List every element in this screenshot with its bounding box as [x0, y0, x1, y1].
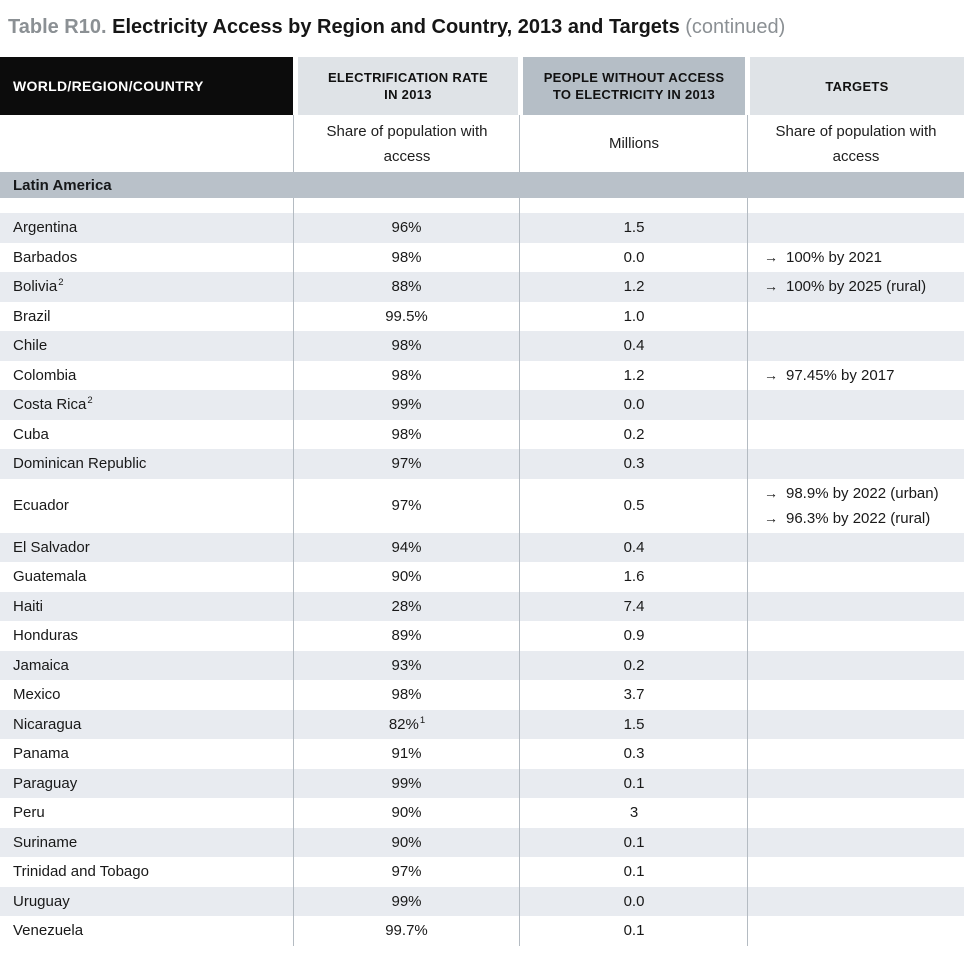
targets-cell: [748, 887, 964, 917]
electrification-rate-value: 90%: [391, 568, 422, 586]
electrification-rate-value: 97%: [391, 497, 422, 514]
electrification-rate-cell: [294, 213, 520, 243]
people-without-access-cell: [520, 479, 748, 533]
rate-wrap: [391, 367, 422, 384]
country-cell: [0, 213, 294, 243]
country-name: El Salvador: [13, 538, 90, 556]
targets-cell: [748, 562, 964, 592]
table-row: [0, 739, 964, 769]
country-name-wrap: [13, 863, 150, 880]
table-row: [0, 857, 964, 887]
country-name-wrap: [13, 775, 78, 792]
electrification-rate-cell: [294, 449, 520, 479]
country-name: Uruguay: [13, 892, 70, 910]
country-cell: [0, 302, 294, 332]
rate-wrap: [391, 278, 422, 295]
country-cell: [0, 621, 294, 651]
electrification-rate-cell: [294, 798, 520, 828]
target-line: [748, 245, 964, 270]
country-name: Chile: [13, 337, 48, 355]
table-rows: [0, 213, 964, 946]
electrification-rate-cell: [294, 651, 520, 681]
rate-wrap: [391, 893, 422, 910]
table-number: Table R10.: [8, 16, 107, 38]
target-text: 98.9% by 2022 (urban): [786, 484, 939, 502]
country-name: Trinidad and Tobago: [13, 863, 149, 881]
country-cell: [0, 916, 294, 946]
country-cell: [0, 739, 294, 769]
country-name-wrap: [13, 568, 87, 585]
country-name-wrap: [13, 657, 70, 674]
table-row: [0, 390, 964, 420]
electrification-rate-cell: [294, 420, 520, 450]
country-name-wrap: [13, 308, 52, 325]
table-row: [0, 798, 964, 828]
targets-cell: [748, 479, 964, 533]
people-without-access-value: 1.5: [623, 715, 645, 733]
country-name: Haiti: [13, 597, 44, 615]
electrification-rate-value: 99%: [391, 892, 422, 910]
target-text: 96.3% by 2022 (rural): [786, 509, 931, 527]
target-text: 100% by 2025 (rural): [786, 278, 927, 296]
targets-cell: [748, 390, 964, 420]
target-line: [748, 481, 964, 506]
electrification-rate-cell: [294, 887, 520, 917]
country-cell: [0, 533, 294, 563]
people-without-access-cell: [520, 361, 748, 391]
electrification-rate-value: 99.7%: [385, 922, 428, 940]
table-row: [0, 651, 964, 681]
electrification-rate-value: 96%: [391, 219, 422, 237]
table-row: [0, 916, 964, 946]
table-title-continued: (continued): [685, 16, 786, 38]
header-label: WORLD/REGION/COUNTRY: [13, 77, 204, 94]
rate-wrap: [391, 863, 422, 880]
targets-cell: [748, 361, 964, 391]
people-without-access-value: 3.7: [623, 686, 645, 704]
subheader-label: Millions: [608, 135, 659, 152]
rate-wrap: [391, 249, 422, 266]
people-without-access-cell: [520, 302, 748, 332]
electrification-rate-cell: [294, 592, 520, 622]
country-cell: [0, 710, 294, 740]
country-name-wrap: [13, 249, 78, 266]
electrification-rate-value: 98%: [391, 366, 422, 384]
rate-wrap: [391, 219, 422, 236]
country-name: Suriname: [13, 833, 78, 851]
country-cell: [0, 272, 294, 302]
subheader-label: Share of population with access: [326, 122, 488, 165]
country-name-wrap: [13, 455, 147, 472]
electrification-rate-cell: [294, 533, 520, 563]
country-cell: [0, 479, 294, 533]
country-name: Paraguay: [13, 774, 78, 792]
targets-cell: [748, 916, 964, 946]
people-without-access-value: 0.0: [623, 892, 645, 910]
country-name: Colombia: [13, 366, 77, 384]
targets-cell: [748, 651, 964, 681]
electrification-rate-cell: [294, 857, 520, 887]
country-name: Venezuela: [13, 922, 84, 940]
column-divider: [519, 115, 520, 946]
people-without-access-cell: [520, 390, 748, 420]
people-without-access-cell: [520, 651, 748, 681]
people-without-access-value: 0.1: [623, 774, 645, 792]
section-label: Latin America: [13, 176, 112, 194]
country-name: Peru: [13, 804, 45, 822]
country-name-wrap: [13, 893, 71, 910]
electrification-rate-cell: [294, 680, 520, 710]
table-row: [0, 592, 964, 622]
arrow-right-icon: →: [764, 484, 778, 501]
arrow-right-icon: →: [764, 366, 778, 383]
country-name: Honduras: [13, 627, 79, 645]
table-row: [0, 621, 964, 651]
people-without-access-cell: [520, 621, 748, 651]
rate-wrap: [391, 568, 422, 585]
table-row: [0, 272, 964, 302]
country-name: Guatemala: [13, 568, 87, 586]
electrification-rate-cell: [294, 331, 520, 361]
rate-wrap: [391, 627, 422, 644]
people-without-access-cell: [520, 592, 748, 622]
country-name: Mexico: [13, 686, 61, 704]
country-cell: [0, 420, 294, 450]
electrification-rate-value: 97%: [391, 863, 422, 881]
people-without-access-value: 0.2: [623, 425, 645, 443]
people-without-access-value: 1.2: [623, 366, 645, 384]
electrification-rate-cell: [294, 302, 520, 332]
people-without-access-value: 0.0: [623, 396, 645, 414]
targets-cell: [748, 272, 964, 302]
table-row: [0, 331, 964, 361]
people-without-access-cell: [520, 739, 748, 769]
table-row: [0, 562, 964, 592]
target-line: [748, 363, 964, 388]
people-without-access-value: 0.0: [623, 248, 645, 266]
country-name-wrap: [13, 337, 48, 354]
rate-wrap: [391, 337, 422, 354]
people-without-access-cell: [520, 887, 748, 917]
country-cell: [0, 243, 294, 273]
electrification-rate-cell: [294, 272, 520, 302]
electrification-rate-value: 98%: [391, 337, 422, 355]
targets-cell: [748, 592, 964, 622]
rate-wrap: [391, 834, 422, 851]
country-cell: [0, 331, 294, 361]
electrification-rate-value: 28%: [391, 597, 422, 615]
people-without-access-cell: [520, 243, 748, 273]
country-name: Dominican Republic: [13, 455, 147, 473]
table-row: [0, 420, 964, 450]
subheader-millions-units: [520, 115, 748, 172]
people-without-access-value: 3: [629, 804, 639, 822]
electrification-rate-cell: [294, 710, 520, 740]
subheader-rate-units: [294, 115, 520, 172]
rate-wrap: [391, 686, 422, 703]
country-name-wrap: [13, 219, 78, 236]
country-name-wrap: [13, 396, 93, 413]
table-row: [0, 243, 964, 273]
targets-cell: [748, 769, 964, 799]
country-name-wrap: [13, 745, 70, 762]
electrification-rate-value: 93%: [391, 656, 422, 674]
country-name-wrap: [13, 804, 46, 821]
table-row: [0, 828, 964, 858]
people-without-access-value: 0.1: [623, 833, 645, 851]
country-cell: [0, 562, 294, 592]
people-without-access-value: 0.4: [623, 337, 645, 355]
targets-cell: [748, 621, 964, 651]
table-row: [0, 533, 964, 563]
country-cell: [0, 887, 294, 917]
people-without-access-cell: [520, 272, 748, 302]
rate-wrap: [391, 657, 422, 674]
electrification-rate-value: 98%: [391, 425, 422, 443]
arrow-right-icon: →: [764, 278, 778, 295]
rate-wrap: [391, 396, 422, 413]
people-without-access-cell: [520, 562, 748, 592]
people-without-access-cell: [520, 533, 748, 563]
country-cell: [0, 769, 294, 799]
people-without-access-cell: [520, 769, 748, 799]
country-cell: [0, 828, 294, 858]
people-without-access-value: 1.2: [623, 278, 645, 296]
country-footnote: 2: [58, 277, 64, 289]
people-without-access-cell: [520, 828, 748, 858]
table-row: [0, 710, 964, 740]
electrification-rate-cell: [294, 562, 520, 592]
electrification-rate-value: 89%: [391, 627, 422, 645]
electrification-rate-value: 99%: [391, 774, 422, 792]
targets-cell: [748, 213, 964, 243]
electrification-rate-value: 88%: [391, 278, 422, 296]
targets-cell: [748, 420, 964, 450]
target-text: 100% by 2021: [786, 248, 882, 266]
table-header-row: [0, 57, 964, 115]
electrification-rate-value: 90%: [391, 833, 422, 851]
country-name: Brazil: [13, 307, 51, 325]
country-name: Panama: [13, 745, 69, 763]
table-row: [0, 479, 964, 533]
electrification-rate-value: 90%: [391, 804, 422, 822]
country-name-wrap: [13, 834, 78, 851]
people-without-access-cell: [520, 798, 748, 828]
rate-wrap: [391, 426, 422, 443]
rate-wrap: [391, 455, 422, 472]
people-without-access-cell: [520, 710, 748, 740]
rate-wrap: [391, 804, 422, 821]
country-footnote: 2: [87, 395, 93, 407]
subheader-label: Share of population with access: [775, 122, 937, 165]
country-name: Costa Rica: [13, 396, 87, 414]
electrification-rate-value: 82%: [388, 715, 419, 733]
arrow-right-icon: →: [764, 509, 778, 526]
electrification-rate-cell: [294, 390, 520, 420]
people-without-access-value: 1.5: [623, 219, 645, 237]
electrification-rate-value: 99%: [391, 396, 422, 414]
target-line: [748, 274, 964, 299]
section-header-latin-america: [0, 172, 964, 198]
rate-wrap: [391, 598, 422, 615]
country-name: Ecuador: [13, 497, 69, 514]
electrification-rate-value: 97%: [391, 455, 422, 473]
country-name: Nicaragua: [13, 715, 82, 733]
rate-wrap: [391, 539, 422, 556]
header-label: ELECTRIFICATION RATE IN 2013: [327, 70, 489, 102]
column-divider: [747, 115, 748, 946]
target-line: [748, 506, 964, 531]
people-without-access-value: 0.2: [623, 656, 645, 674]
electrification-rate-cell: [294, 828, 520, 858]
country-cell: [0, 592, 294, 622]
people-without-access-value: 1.6: [623, 568, 645, 586]
country-cell: [0, 857, 294, 887]
people-without-access-value: 1.0: [623, 307, 645, 325]
targets-cell: [748, 302, 964, 332]
electrification-rate-cell: [294, 769, 520, 799]
targets-cell: [748, 710, 964, 740]
table-title: [0, 0, 964, 57]
electrification-rate-value: 91%: [391, 745, 422, 763]
table-body: [0, 115, 964, 946]
country-name-wrap: [13, 426, 50, 443]
country-name: Jamaica: [13, 656, 69, 674]
people-without-access-value: 0.1: [623, 922, 645, 940]
targets-cell: [748, 680, 964, 710]
table-row: [0, 213, 964, 243]
targets-cell: [748, 857, 964, 887]
header-targets: [750, 57, 964, 115]
rate-wrap: [391, 745, 422, 762]
targets-cell: [748, 449, 964, 479]
country-cell: [0, 449, 294, 479]
targets-cell: [748, 828, 964, 858]
country-name-wrap: [13, 627, 79, 644]
electrification-rate-value: 94%: [391, 538, 422, 556]
header-world-region-country: [0, 57, 293, 115]
rate-wrap: [385, 922, 429, 939]
people-without-access-value: 0.9: [623, 627, 645, 645]
country-name-wrap: [13, 686, 62, 703]
people-without-access-cell: [520, 916, 748, 946]
targets-cell: [748, 798, 964, 828]
table-subheader-row: [0, 115, 964, 172]
rate-wrap: [385, 308, 429, 325]
table-row: [0, 769, 964, 799]
rate-wrap: [391, 497, 422, 514]
electrification-rate-value: 99.5%: [385, 307, 428, 325]
people-without-access-cell: [520, 213, 748, 243]
arrow-right-icon: →: [764, 248, 778, 265]
people-without-access-value: 7.4: [623, 597, 645, 615]
country-name: Barbados: [13, 248, 78, 266]
country-name-wrap: [13, 367, 77, 384]
targets-cell: [748, 739, 964, 769]
people-without-access-cell: [520, 449, 748, 479]
people-without-access-cell: [520, 857, 748, 887]
table-row: [0, 449, 964, 479]
electrification-rate-cell: [294, 739, 520, 769]
header-people-without-access: [523, 57, 745, 115]
country-name: Bolivia: [13, 278, 58, 296]
table-row: [0, 361, 964, 391]
country-name-wrap: [13, 278, 63, 295]
targets-cell: [748, 243, 964, 273]
targets-cell: [748, 331, 964, 361]
electrification-rate-value: 98%: [391, 686, 422, 704]
section-gap: [0, 198, 964, 213]
electrification-rate-cell: [294, 479, 520, 533]
people-without-access-value: 0.3: [623, 745, 645, 763]
country-cell: [0, 361, 294, 391]
rate-wrap: [389, 716, 425, 733]
people-without-access-value: 0.1: [623, 863, 645, 881]
people-without-access-value: 0.3: [623, 455, 645, 473]
target-text: 97.45% by 2017: [786, 366, 895, 384]
people-without-access-cell: [520, 420, 748, 450]
country-name-wrap: [13, 922, 84, 939]
country-name: Cuba: [13, 425, 49, 443]
people-without-access-value: 0.4: [623, 538, 645, 556]
electrification-rate-value: 98%: [391, 248, 422, 266]
table-title-text: Electricity Access by Region and Country, 2013 and Targets: [106, 16, 686, 38]
table-row: [0, 887, 964, 917]
electrification-rate-cell: [294, 916, 520, 946]
country-name-wrap: [13, 716, 82, 733]
targets-cell: [748, 533, 964, 563]
header-electrification-rate: [298, 57, 518, 115]
country-name: Argentina: [13, 219, 78, 237]
table-row: [0, 680, 964, 710]
people-without-access-cell: [520, 680, 748, 710]
country-cell: [0, 798, 294, 828]
rate-wrap: [391, 775, 422, 792]
table-row: [0, 302, 964, 332]
people-without-access-value: 0.5: [623, 497, 645, 514]
electrification-rate-cell: [294, 621, 520, 651]
country-cell: [0, 651, 294, 681]
header-label: PEOPLE WITHOUT ACCESS TO ELECTRICITY IN 2013: [543, 70, 725, 102]
country-cell: [0, 390, 294, 420]
people-without-access-cell: [520, 331, 748, 361]
electrification-rate-cell: [294, 361, 520, 391]
subheader-empty: [0, 115, 294, 172]
header-label: TARGETS: [825, 78, 889, 94]
country-name-wrap: [13, 539, 91, 556]
electrification-rate-cell: [294, 243, 520, 273]
country-cell: [0, 680, 294, 710]
country-name-wrap: [13, 598, 44, 615]
country-name-wrap: [13, 497, 70, 514]
column-divider: [293, 115, 294, 946]
rate-footnote: 1: [419, 714, 426, 726]
subheader-targets-units: [748, 115, 964, 172]
